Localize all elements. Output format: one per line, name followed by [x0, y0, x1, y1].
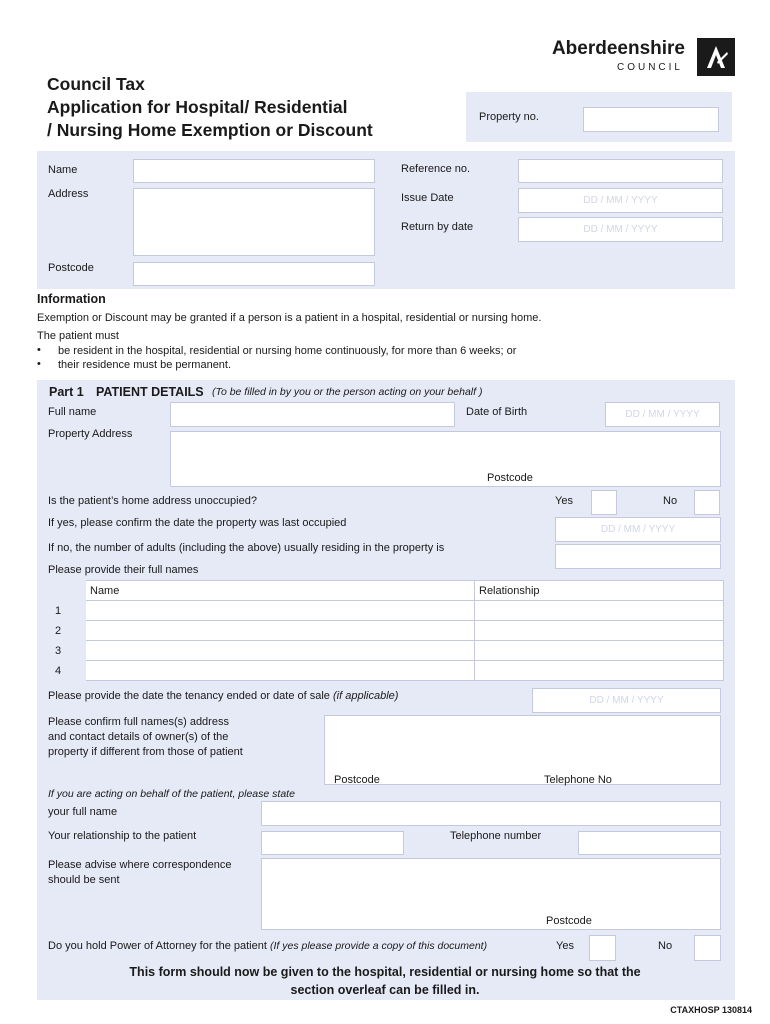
resident-name-cell[interactable]: [86, 621, 475, 641]
information-heading: Information: [37, 292, 106, 306]
council-logo: [530, 38, 735, 78]
reference-input[interactable]: [518, 159, 723, 183]
form-title-line3: / Nursing Home Exemption or Discount: [47, 120, 373, 140]
property-postcode-label: Postcode: [487, 472, 533, 484]
dob-label: Date of Birth: [466, 406, 528, 418]
poa-note: (If yes please provide a copy of this document): [269, 940, 488, 952]
your-full-name-input[interactable]: [261, 801, 721, 826]
document-code: CTAXHOSP 130814: [670, 1005, 752, 1015]
postcode-input[interactable]: [133, 262, 375, 286]
tenancy-date-input[interactable]: DD / MM / YYYY: [532, 688, 721, 713]
part1-heading: PATIENT DETAILS: [96, 385, 204, 399]
row-number: 4: [49, 661, 86, 681]
unoccupied-question: Is the patient’s home address unoccupied?: [48, 495, 257, 507]
footer-instruction-line2: section overleaf can be filled in.: [290, 983, 480, 997]
resident-name-cell[interactable]: [86, 641, 475, 661]
row-number: 2: [49, 621, 86, 641]
owner-postcode-label: Postcode: [334, 774, 380, 786]
bullet-item-1: be resident in the hospital, residential or nursing home continuously, for more than 6 weeks; or: [58, 345, 517, 357]
address-label: Address: [48, 188, 89, 200]
tenancy-question: [48, 690, 398, 702]
resident-name-cell[interactable]: [86, 661, 475, 681]
information-paragraph: Exemption or Discount may be granted if a person is a patient in a hospital, residential or nursing home.: [37, 312, 542, 324]
owner-telephone-label: Telephone No: [544, 774, 612, 786]
table-row: [49, 661, 724, 681]
return-by-input[interactable]: DD / MM / YYYY: [518, 217, 723, 242]
adults-count-input[interactable]: [555, 544, 721, 569]
residents-table-header: [49, 581, 724, 601]
resident-relationship-cell[interactable]: [475, 601, 724, 621]
relationship-input[interactable]: [261, 831, 404, 855]
correspondence-prompt-line2: should be sent: [48, 874, 120, 886]
full-name-input[interactable]: [170, 402, 455, 427]
part1-label: Part 1: [49, 385, 84, 399]
unoccupied-yes-label: Yes: [555, 495, 573, 507]
last-occupied-date-input[interactable]: DD / MM / YYYY: [555, 517, 721, 542]
form-title-line1: Council Tax: [47, 74, 145, 94]
form-title-line2: Application for Hospital/ Residential: [47, 97, 348, 117]
unoccupied-no-checkbox[interactable]: [694, 490, 720, 515]
bullet-dot-1: •: [37, 344, 41, 356]
table-row: [49, 641, 724, 661]
telephone-number-label: Telephone number: [450, 830, 542, 842]
owner-prompt-line1: Please confirm full names(s) address: [48, 716, 229, 728]
telephone-number-input[interactable]: [578, 831, 721, 855]
behalf-note: If you are acting on behalf of the patient, please state: [48, 788, 295, 800]
owner-prompt-line3: property if different from those of patient: [48, 746, 243, 758]
row-number: 3: [49, 641, 86, 661]
name-input[interactable]: [133, 159, 375, 183]
adults-question: If no, the number of adults (including the above) usually residing in the property is: [48, 542, 445, 554]
unoccupied-yes-checkbox[interactable]: [591, 490, 617, 515]
owner-details-input[interactable]: [324, 715, 721, 785]
property-address-input[interactable]: [170, 431, 721, 487]
full-names-prompt: Please provide their full names: [48, 564, 199, 576]
correspondence-prompt-line1: Please advise where correspondence: [48, 859, 232, 871]
table-header-relationship: Relationship: [475, 581, 724, 601]
resident-relationship-cell[interactable]: [475, 641, 724, 661]
correspondence-postcode-label: Postcode: [546, 915, 592, 927]
last-occupied-question: If yes, please confirm the date the property was last occupied: [48, 517, 347, 529]
your-full-name-label: your full name: [48, 806, 118, 818]
residents-table: [48, 580, 724, 681]
resident-relationship-cell[interactable]: [475, 621, 724, 641]
poa-question: [48, 940, 487, 952]
name-label: Name: [48, 164, 78, 176]
address-input[interactable]: [133, 188, 375, 256]
logo-sub: COUNCIL: [616, 62, 683, 73]
poa-question-text: Do you hold Power of Attorney for the patient: [48, 940, 267, 952]
correspondence-input[interactable]: [261, 858, 721, 930]
postcode-label: Postcode: [48, 262, 94, 274]
table-row: [49, 601, 724, 621]
poa-no-checkbox[interactable]: [694, 935, 721, 961]
reference-label: Reference no.: [401, 163, 471, 175]
property-address-label: Property Address: [48, 428, 133, 440]
unoccupied-no-label: No: [663, 495, 678, 507]
table-header-blank: [49, 581, 86, 601]
part1-note: (To be filled in by you or the person acting on your behalf ): [212, 386, 483, 398]
resident-relationship-cell[interactable]: [475, 661, 724, 681]
patient-must-text: The patient must: [37, 330, 119, 342]
footer-instruction-line1: This form should now be given to the hospital, residential or nursing home so that the: [129, 965, 641, 979]
logo-mark-icon: [697, 38, 735, 76]
issue-date-input[interactable]: DD / MM / YYYY: [518, 188, 723, 213]
tenancy-note: (if applicable): [333, 690, 399, 702]
tenancy-question-text: Please provide the date the tenancy ended or date of sale: [48, 690, 330, 702]
table-row: [49, 621, 724, 641]
poa-yes-label: Yes: [556, 940, 574, 952]
bullet-item-2: their residence must be permanent.: [58, 359, 232, 371]
issue-date-label: Issue Date: [401, 192, 454, 204]
poa-yes-checkbox[interactable]: [589, 935, 616, 961]
logo-name: Aberdeenshire: [551, 38, 685, 59]
property-no-label: Property no.: [479, 111, 539, 123]
bullet-dot-2: •: [37, 358, 41, 370]
dob-input[interactable]: DD / MM / YYYY: [605, 402, 720, 427]
owner-prompt-line2: and contact details of owner(s) of the: [48, 731, 229, 743]
relationship-label: Your relationship to the patient: [48, 830, 197, 842]
resident-name-cell[interactable]: [86, 601, 475, 621]
table-header-name: Name: [86, 581, 475, 601]
property-no-input[interactable]: [583, 107, 719, 132]
row-number: 1: [49, 601, 86, 621]
full-name-label: Full name: [48, 406, 97, 418]
poa-no-label: No: [658, 940, 673, 952]
return-by-label: Return by date: [401, 221, 474, 233]
